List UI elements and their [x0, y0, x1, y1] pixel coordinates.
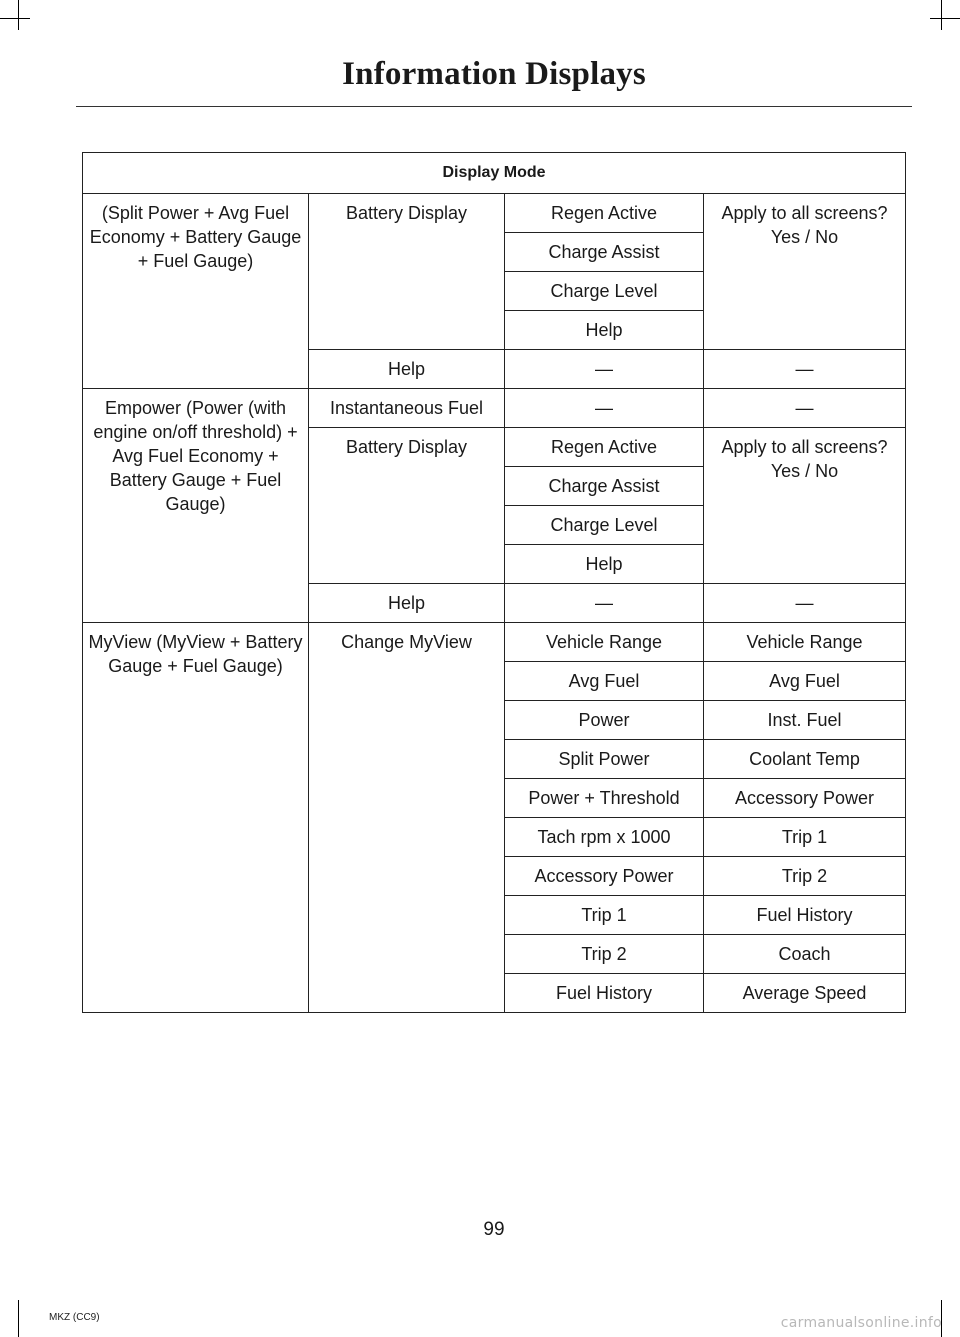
mode-cell: Empower (Power (with engine on/off threshold) + Avg Fuel Economy + Battery Gauge + Fuel Gauge) [83, 389, 309, 623]
table-row [83, 194, 906, 233]
menu-cell: Help [309, 584, 505, 623]
option-cell: Avg Fuel [704, 662, 906, 701]
submenu-cell: Split Power [505, 740, 704, 779]
menu-cell: Instantaneous Fuel [309, 389, 505, 428]
submenu-cell: Charge Level [505, 506, 704, 545]
menu-cell: Battery Display [309, 194, 505, 350]
option-cell: Coolant Temp [704, 740, 906, 779]
submenu-cell: Fuel History [505, 974, 704, 1013]
submenu-cell: — [505, 350, 704, 389]
mode-cell: MyView (MyView + Battery Gauge + Fuel Gauge) [83, 623, 309, 1013]
crop-mark [18, 0, 19, 30]
table-header-row [83, 153, 906, 194]
submenu-cell: Regen Active [505, 428, 704, 467]
mode-cell: (Split Power + Avg Fuel Economy + Battery Gauge + Fuel Gauge) [83, 194, 309, 389]
submenu-cell: Tach rpm x 1000 [505, 818, 704, 857]
submenu-cell: Help [505, 545, 704, 584]
table-heading: Display Mode [83, 153, 906, 194]
submenu-cell: Vehicle Range [505, 623, 704, 662]
page-title: Information Displays [342, 56, 646, 92]
submenu-cell: Charge Assist [505, 467, 704, 506]
option-cell: Apply to all screens? Yes / No [704, 428, 906, 584]
option-cell: — [704, 389, 906, 428]
option-cell: Accessory Power [704, 779, 906, 818]
crop-mark [18, 1300, 19, 1337]
submenu-cell: Help [505, 311, 704, 350]
option-cell: Trip 2 [704, 857, 906, 896]
option-cell: Trip 1 [704, 818, 906, 857]
submenu-cell: Charge Assist [505, 233, 704, 272]
watermark: carmanualsonline.info [780, 1315, 942, 1331]
option-cell: Vehicle Range [704, 623, 906, 662]
menu-cell: Battery Display [309, 428, 505, 584]
submenu-cell: Accessory Power [505, 857, 704, 896]
submenu-cell: Power + Threshold [505, 779, 704, 818]
option-cell: — [704, 584, 906, 623]
crop-mark [930, 18, 960, 19]
submenu-cell: Power [505, 701, 704, 740]
menu-cell: Help [309, 350, 505, 389]
submenu-cell: Charge Level [505, 272, 704, 311]
option-cell: Coach [704, 935, 906, 974]
option-cell: Inst. Fuel [704, 701, 906, 740]
model-code: MKZ (CC9) [49, 1312, 100, 1323]
crop-mark [0, 18, 30, 19]
page-number: 99 [483, 1219, 505, 1240]
submenu-cell: Regen Active [505, 194, 704, 233]
submenu-cell: Trip 1 [505, 896, 704, 935]
submenu-cell: Trip 2 [505, 935, 704, 974]
table-row [83, 623, 906, 662]
display-mode-table [82, 152, 906, 1013]
table-row [83, 389, 906, 428]
option-cell: Average Speed [704, 974, 906, 1013]
option-cell: Apply to all screens? Yes / No [704, 194, 906, 350]
menu-cell: Change MyView [309, 623, 505, 1013]
submenu-cell: — [505, 389, 704, 428]
submenu-cell: Avg Fuel [505, 662, 704, 701]
title-divider [76, 106, 912, 107]
crop-mark [941, 0, 942, 30]
submenu-cell: — [505, 584, 704, 623]
option-cell: — [704, 350, 906, 389]
option-cell: Fuel History [704, 896, 906, 935]
